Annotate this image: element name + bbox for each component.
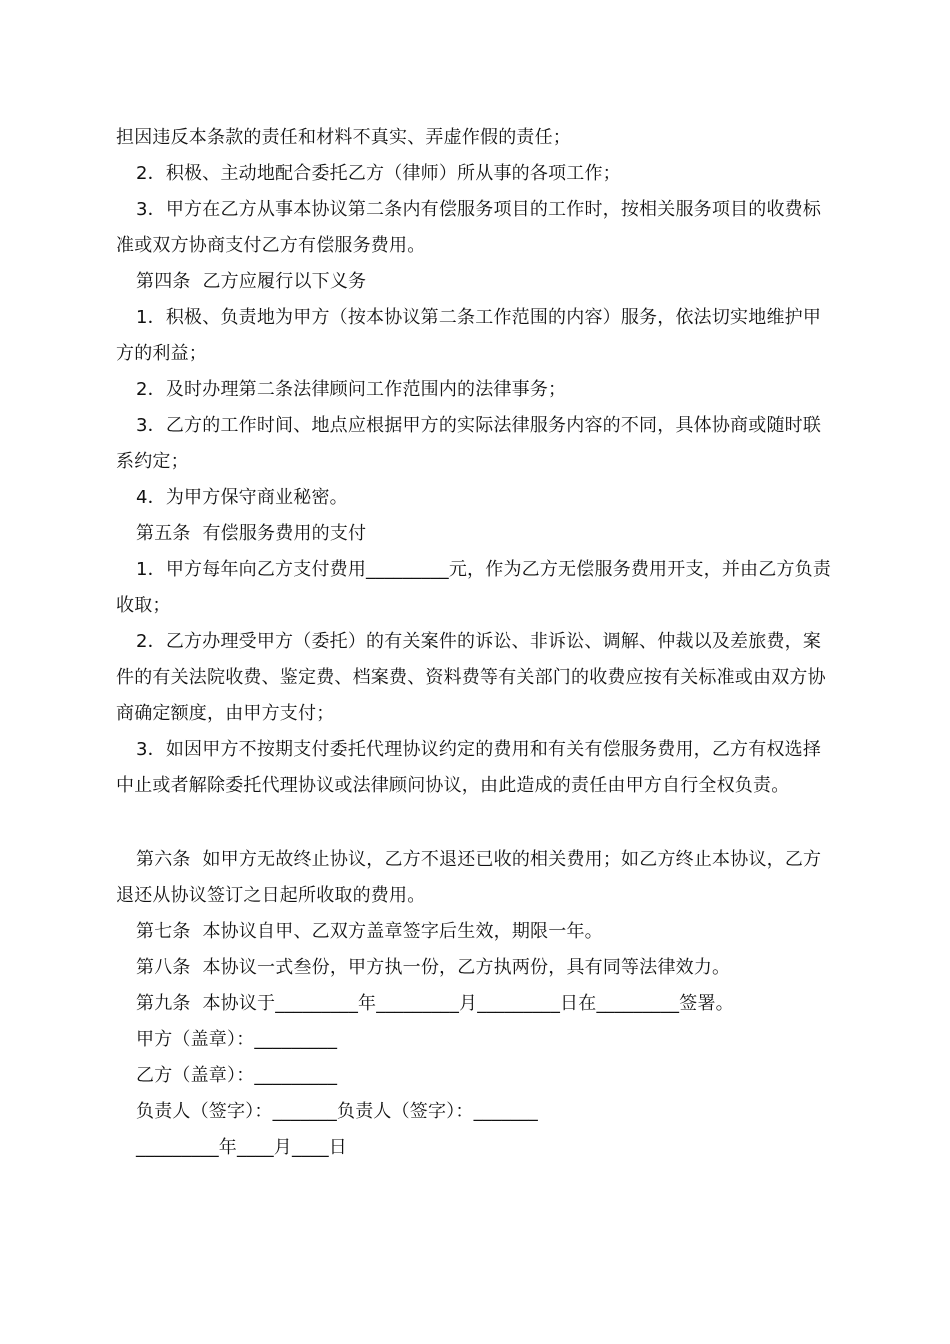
clause-4-item-4: 4．为甲方保守商业秘密。 <box>136 487 348 508</box>
date-line: _________年____月____日 <box>136 1137 347 1158</box>
clause-4-item-3: 3．乙方的工作时间、地点应根据甲方的实际法律服务内容的不同，具体协商或随时联系约定； <box>116 415 822 472</box>
clause-8: 第八条 本协议一式叁份，甲方执一份，乙方执两份，具有同等法律效力。 <box>136 957 731 978</box>
party-a-seal-line: 甲方（盖章）：_________ <box>136 1029 338 1050</box>
paragraph-continuation: 担因违反本条款的责任和材料不真实、弄虚作假的责任； <box>116 127 571 148</box>
clause-4-item-1: 1．积极、负责地为甲方（按本协议第二条工作范围的内容）服务，依法切实地维护甲方的利益； <box>116 307 822 364</box>
clause-5-item-3: 3．如因甲方不按期支付委托代理协议约定的费用和有关有偿服务费用，乙方有权选择中止或者解除委托代理协议或法律顾问协议，由此造成的责任由甲方自行全权负责。 <box>116 739 822 796</box>
signatory-line: 负责人（签字）：_______负责人（签字）：_______ <box>136 1101 538 1122</box>
clause-5-item-1: 1．甲方每年向乙方支付费用_________元，作为乙方无偿服务费用开支，并由乙方负责收取； <box>116 559 832 616</box>
clause-5-heading: 第五条 有偿服务费用的支付 <box>136 523 367 544</box>
clause-3-item-3: 3．甲方在乙方从事本协议第二条内有偿服务项目的工作时，按相关服务项目的收费标准或双方协商支付乙方有偿服务费用。 <box>116 199 822 256</box>
party-b-seal-line: 乙方（盖章）：_________ <box>136 1065 338 1086</box>
clause-6: 第六条 如甲方无故终止协议，乙方不退还已收的相关费用；如乙方终止本协议，乙方退还从协议签订之日起所收取的费用。 <box>116 849 822 906</box>
document-body <box>116 120 838 1166</box>
clause-7: 第七条 本协议自甲、乙双方盖章签字后生效，期限一年。 <box>136 921 603 942</box>
clause-5-item-2: 2．乙方办理受甲方（委托）的有关案件的诉讼、非诉讼、调解、仲裁以及差旅费，案件的有关法院收费、鉴定费、档案费、资料费等有关部门的收费应按有关标准或由双方协商确定额度，由甲方支付； <box>116 631 826 724</box>
clause-4-item-2: 2．及时办理第二条法律顾问工作范围内的法律事务； <box>136 379 567 400</box>
clause-3-item-2: 2．积极、主动地配合委托乙方（律师）所从事的各项工作； <box>136 163 621 184</box>
clause-4-heading: 第四条 乙方应履行以下义务 <box>136 271 367 292</box>
clause-9: 第九条 本协议于_________年_________月_________日在_________签署。 <box>136 993 734 1014</box>
